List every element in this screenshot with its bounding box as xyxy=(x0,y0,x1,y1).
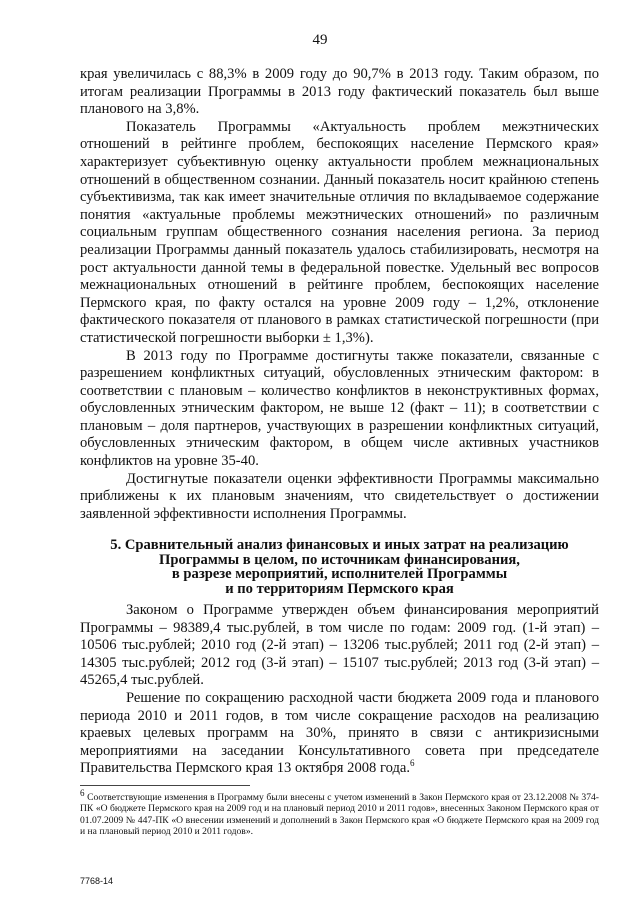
footnote-text: Соответствующие изменения в Программу были внесены с учетом изменений в Закон Пермского края от 23.12.2008 № 374-ПК «О бюджете Пермского края на 2009 год и на плановый период 2010 и 2011 годов», внесенных Законом Пермского края от 01.07.2009 № 447-ПК «О внесении изменений и дополнений в Закон Пермского края «О бюджете Пермского края на 2009 год и на плановый период 2010 и 2011 годов». xyxy=(80,792,600,838)
paragraph-2013-indicators: В 2013 году по Программе достигнуты также показатели, связанные с разрешением конфликтных ситуаций, обусловленных этническим фактором: в соответствии с плановым – количество конфликтов в неконструктивных формах, обусловленных этническим фактором, не выше 12 (факт – 11); в соответствии с плановым – доля партнеров, участвующих в разрешении конфликтных ситуаций, обусловленных этническим фактором, в общем числе активных участников конфликтов на уровне 35-40. xyxy=(80,347,599,470)
footnote xyxy=(80,787,600,838)
paragraph-continuation: края увеличилась с 88,3% в 2009 году до 90,7% в 2013 году. Таким образом, по итогам реализации Программы в 2013 году фактический показатель был выше планового на 3,8%. xyxy=(80,66,599,118)
paragraph-law-funding: Законом о Программе утвержден объем финансирования мероприятий Программы – 98389,4 тыс.рублей, в том числе по годам: 2009 год. (1-й этап) – 10506 тыс.рублей; 2010 год (2-й этап) – 13206 тыс.рублей; 2011 год (2-й этап) – 14305 тыс.рублей; 2012 год (3-й этап) – 15107 тыс.рублей; 2013 год (3-й этап) – 45265,4 тыс.рублей. xyxy=(80,602,599,689)
section-heading-line2: Программы в целом, по источникам финансирования, xyxy=(159,551,520,568)
paragraph-decision xyxy=(80,690,599,778)
document-code: 7768-14 xyxy=(80,876,114,886)
body-text-upper xyxy=(80,66,599,523)
footnote-divider xyxy=(80,785,250,786)
section-heading-line4: и по территориям Пермского края xyxy=(225,580,454,597)
paragraph-achieved: Достигнутые показатели оценки эффективности Программы максимально приближены к их плановым значениям, что свидетельствует о достижении заявленной эффективности исполнения Программы. xyxy=(80,470,599,522)
section-heading xyxy=(80,538,599,596)
section-heading-line1: 5. Сравнительный анализ финансовых и иных затрат на реализацию xyxy=(110,537,569,553)
page-number: 49 xyxy=(312,32,328,48)
paragraph-decision-text: Решение по сокращению расходной части бюджета 2009 года и планового периода 2010 и 2011 годов, в том числе сокращение расходов на реализацию краевых целевых программ на 30%, принято в связи с антикризисными мероприятиями на заседании Консультативного совета при председателе Правительства Пермского края 13 октября 2008 года. xyxy=(80,689,599,777)
body-text-lower xyxy=(80,602,599,778)
section-heading-line3: в разрезе мероприятий, исполнителей Программы xyxy=(171,566,508,583)
paragraph-indicator: Показатель Программы «Актуальность проблем межэтнических отношений в рейтинге проблем, беспокоящих население Пермского края» характеризует субъективную оценку актуальности проблем межнациональных отношений в общественном сознании. Данный показатель носит крайнюю степень субъективизма, так как имеет значительные отличия по вкладываемое содержание понятия «актуальные проблемы межэтнических отношений» по различным социальным группам общественного сознания населения региона. За период реализации Программы данный показатель удалось стабилизировать, несмотря на рост актуальности данной темы в федеральной повестке. Удельный вес вопросов межнациональных отношений в рейтинге проблем, беспокоящих население Пермского края, по факту остался на уровне 2009 году – 1,2%, отклонение фактического показателя от планового в рамках статистической погрешности (при статистической погрешности выборки ± 1,3%). xyxy=(80,118,599,346)
footnote-marker: 6 xyxy=(80,787,85,798)
footnote-reference: 6 xyxy=(410,758,415,769)
